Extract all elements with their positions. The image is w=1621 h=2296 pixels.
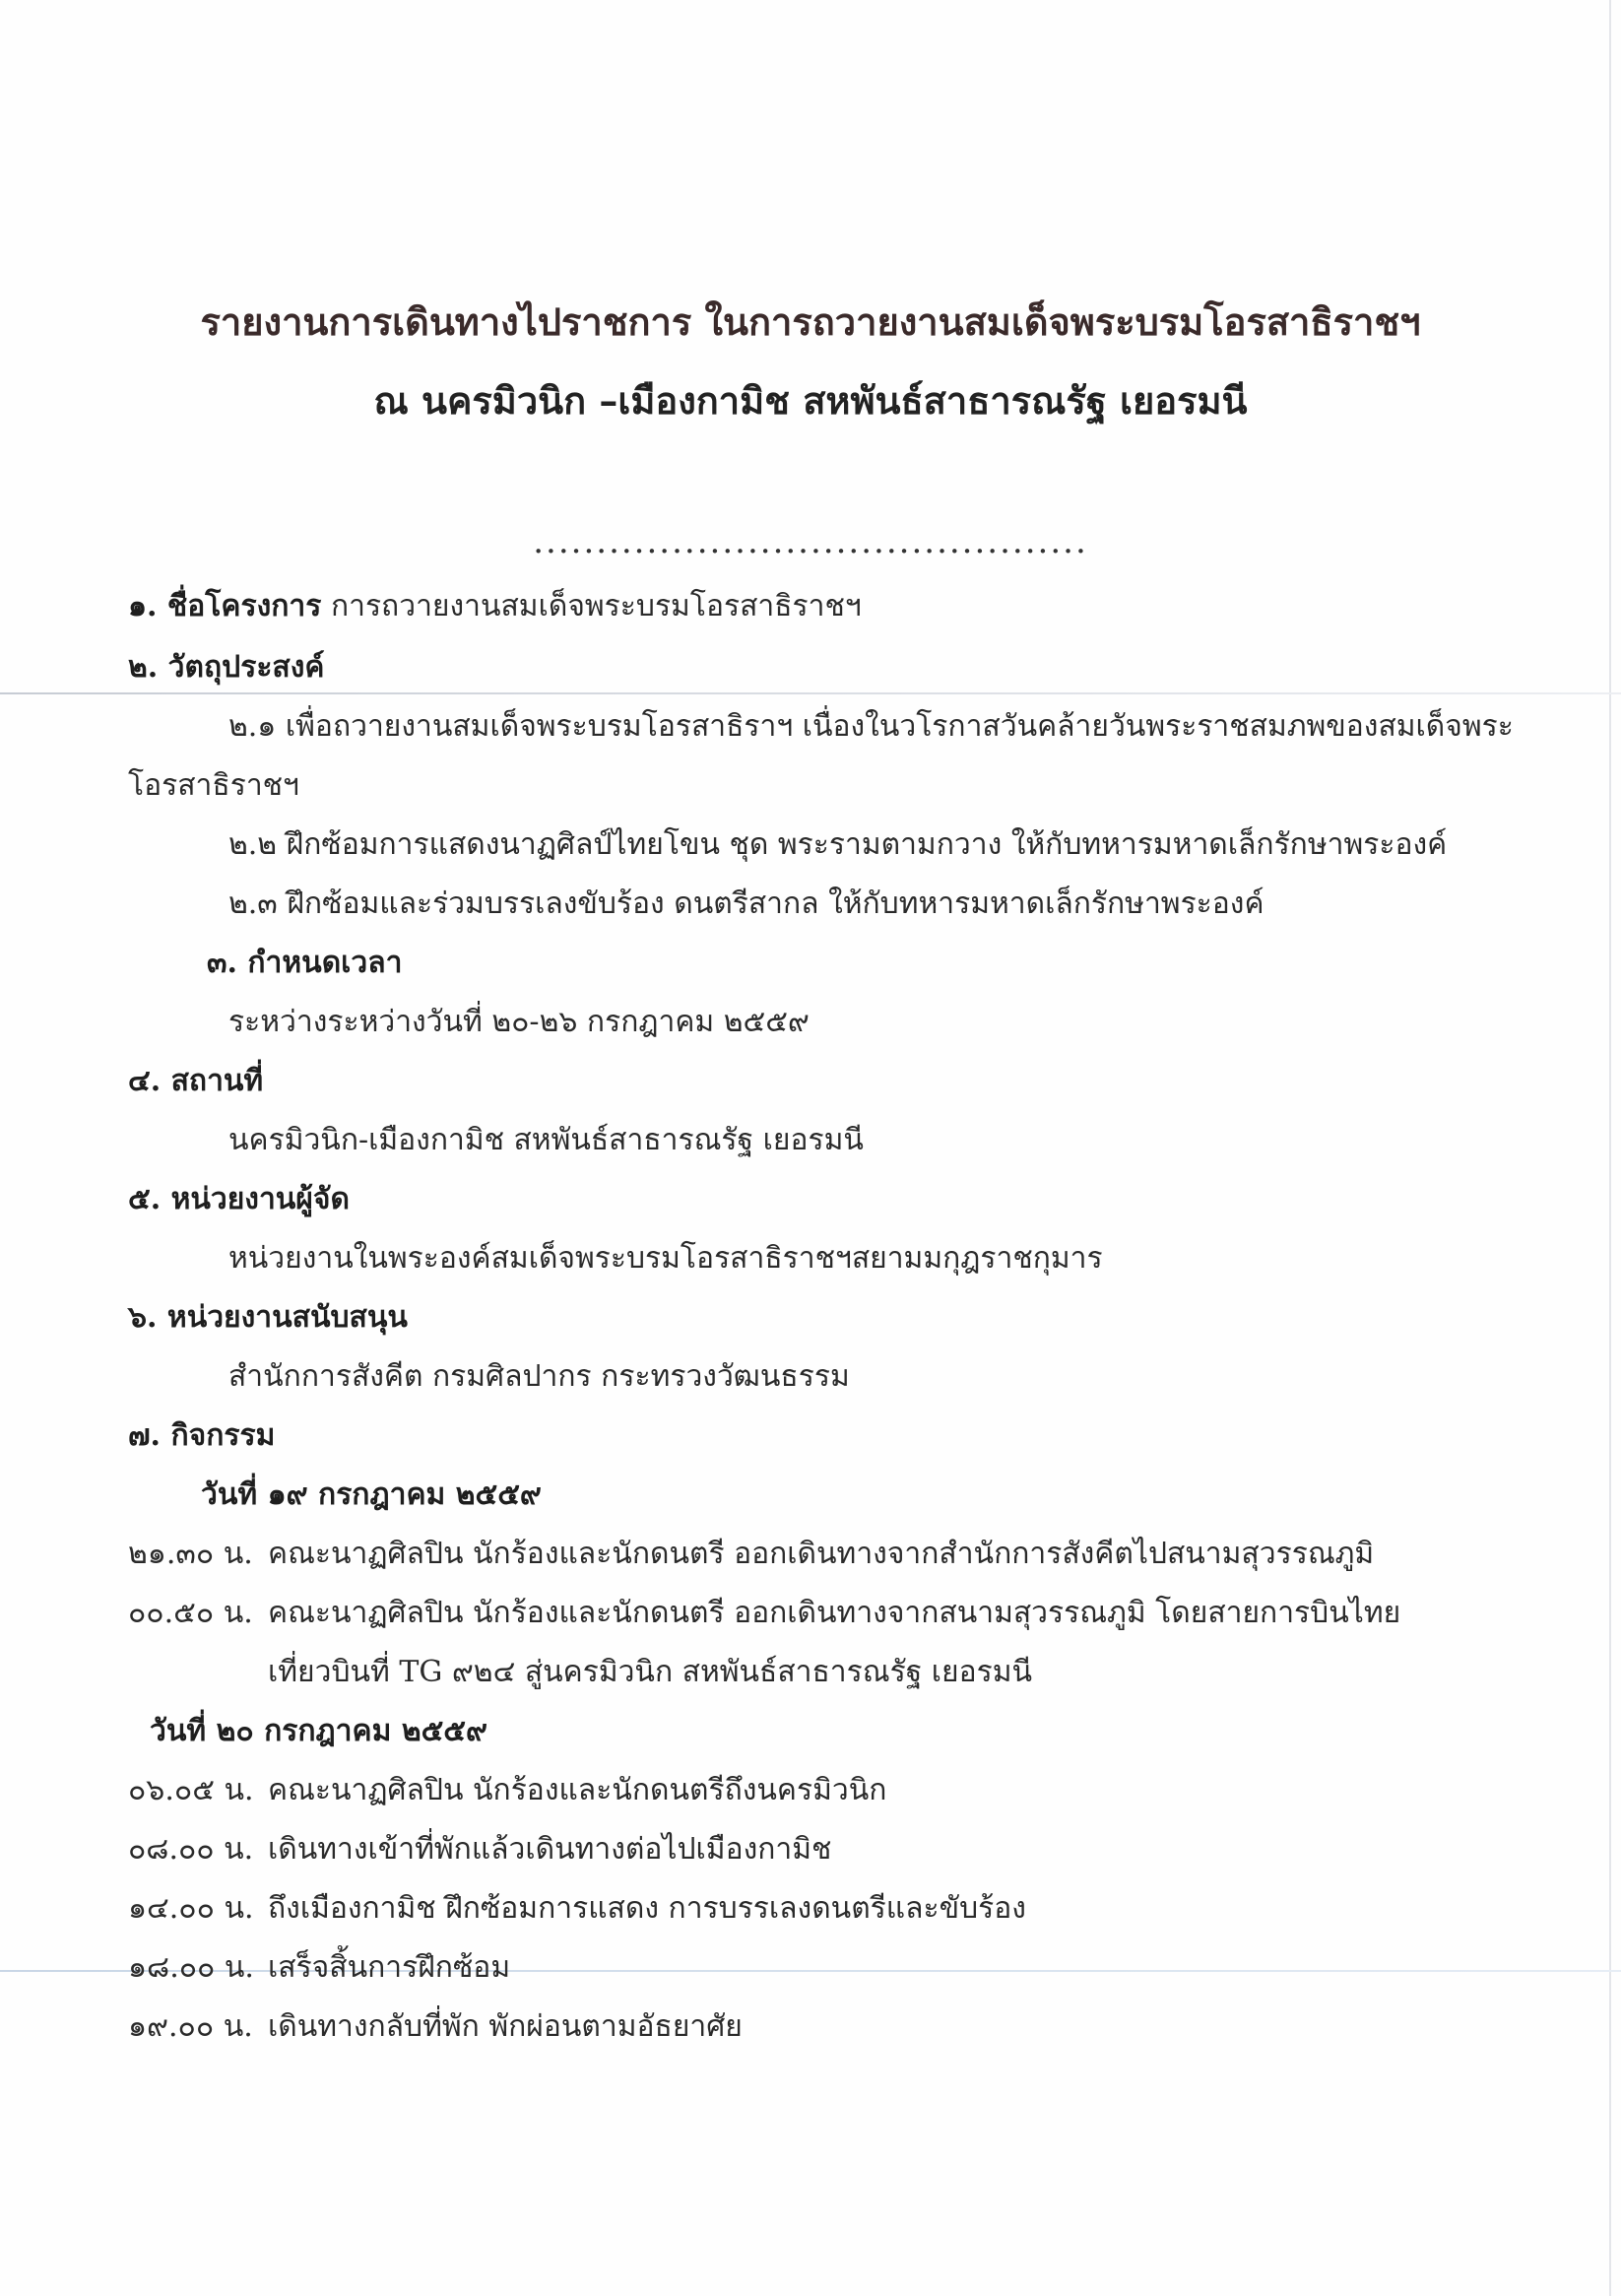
objective-2-1-line-1: ๒.๑ เพื่อถวายงานสมเด็จพระบรมโอรสาธิราฯ เนื่องในวโรกาสวันคล้ายวันพระราชสมภพของสมเด็จพระ: [228, 709, 1514, 744]
section-5-heading: ๕. หน่วยงานผู้จัด: [128, 1182, 350, 1216]
schedule-time: ๐๐.๕๐ น.: [128, 1596, 253, 1630]
schedule-item: [128, 1885, 1026, 1932]
scan-artifact-line: [0, 692, 1621, 694]
schedule-continuation: เที่ยวบินที่ TG ๙๒๔ สู่นครมิวนิก สหพันธ์สาธารณรัฐ เยอรมนี: [268, 1655, 1033, 1689]
objective-2-1-line-2: โอรสาธิราชฯ: [128, 768, 299, 803]
section-3-text: ระหว่างระหว่างวันที่ ๒๐-๒๖ กรกฎาคม ๒๕๕๙: [228, 1005, 810, 1039]
section-7-heading: ๗. กิจกรรม: [128, 1418, 276, 1453]
objective-2-2: ๒.๒ ฝึกซ้อมการแสดงนาฏศิลป์ไทยโขน ชุด พระรามตามกวาง ให้กับทหารมหาดเล็กรักษาพระองค์: [228, 827, 1448, 862]
objective-2-3: ๒.๓ ฝึกซ้อมและร่วมบรรเลงขับร้อง ดนตรีสากล ให้กับทหารมหาดเล็กรักษาพระองค์: [228, 886, 1264, 921]
schedule-text: เดินทางเข้าที่พักแล้วเดินทางต่อไปเมืองกามิช: [268, 1832, 832, 1867]
section-1: [128, 583, 862, 629]
schedule-text: เสร็จสิ้นการฝึกซ้อม: [268, 1950, 511, 1985]
section-1-text: การถวายงานสมเด็จพระบรมโอรสาธิราชฯ: [330, 589, 862, 623]
document-title-line-2: ณ นครมิวนิก –เมืองกามิช สหพันธ์สาธารณรัฐ เยอรมนี: [373, 378, 1248, 423]
schedule-time: ๐๘.๐๐ น.: [128, 1832, 254, 1867]
schedule-item: [128, 1767, 886, 1813]
section-6-heading: ๖. หน่วยงานสนับสนุน: [128, 1300, 408, 1335]
schedule-item: [128, 1531, 1374, 1577]
schedule-time: ๑๘.๐๐ น.: [128, 1950, 254, 1985]
schedule-item: [128, 1826, 831, 1872]
section-5-text: หน่วยงานในพระองค์สมเด็จพระบรมโอรสาธิราชฯสยามมกุฎราชกุมาร: [228, 1241, 1103, 1276]
schedule-text: คณะนาฏศิลปิน นักร้องและนักดนตรี ออกเดินทางจากสนามสุวรรณภูมิ โดยสายการบินไทย: [268, 1596, 1401, 1630]
schedule-time: ๒๑.๓๐ น.: [128, 1537, 253, 1571]
schedule-item: [128, 2003, 743, 2050]
day-2-heading: วันที่ ๒๐ กรกฎาคม ๒๕๕๙: [150, 1714, 487, 1748]
schedule-text: ถึงเมืองกามิช ฝึกซ้อมการแสดง การบรรเลงดนตรีและขับร้อง: [268, 1891, 1026, 1926]
section-4-heading: ๔. สถานที่: [128, 1064, 264, 1098]
document-title-line-1: รายงานการเดินทางไปราชการ ในการถวายงานสมเด็จพระบรมโอรสาธิราชฯ: [200, 299, 1421, 344]
schedule-item: [128, 1590, 1400, 1636]
section-1-heading: ๑. ชื่อโครงการ: [128, 589, 322, 623]
schedule-item: [128, 1944, 510, 1991]
schedule-time: ๑๔.๐๐ น.: [128, 1891, 254, 1926]
section-4-text: นครมิวนิก-เมืองกามิช สหพันธ์สาธารณรัฐ เยอรมนี: [228, 1123, 864, 1157]
schedule-text: เดินทางกลับที่พัก พักผ่อนตามอัธยาศัย: [268, 2009, 743, 2044]
section-6-text: สำนักการสังคีต กรมศิลปากร กระทรวงวัฒนธรรม: [228, 1359, 850, 1394]
day-1-heading: วันที่ ๑๙ กรกฎาคม ๒๕๕๙: [201, 1477, 542, 1512]
section-2-heading: ๒. วัตถุประสงค์: [128, 650, 325, 685]
schedule-text: คณะนาฏศิลปิน นักร้องและนักดนตรี ออกเดินทางจากสำนักการสังคีตไปสนามสุวรรณภูมิ: [268, 1537, 1375, 1571]
section-3-heading: ๓. กำหนดเวลา: [207, 946, 403, 980]
schedule-time: ๐๖.๐๕ น.: [128, 1773, 254, 1807]
schedule-text: คณะนาฏศิลปิน นักร้องและนักดนตรีถึงนครมิวนิก: [268, 1773, 887, 1807]
dotted-separator: ............................................: [533, 522, 1088, 561]
schedule-time: ๑๙.๐๐ น.: [128, 2009, 253, 2044]
